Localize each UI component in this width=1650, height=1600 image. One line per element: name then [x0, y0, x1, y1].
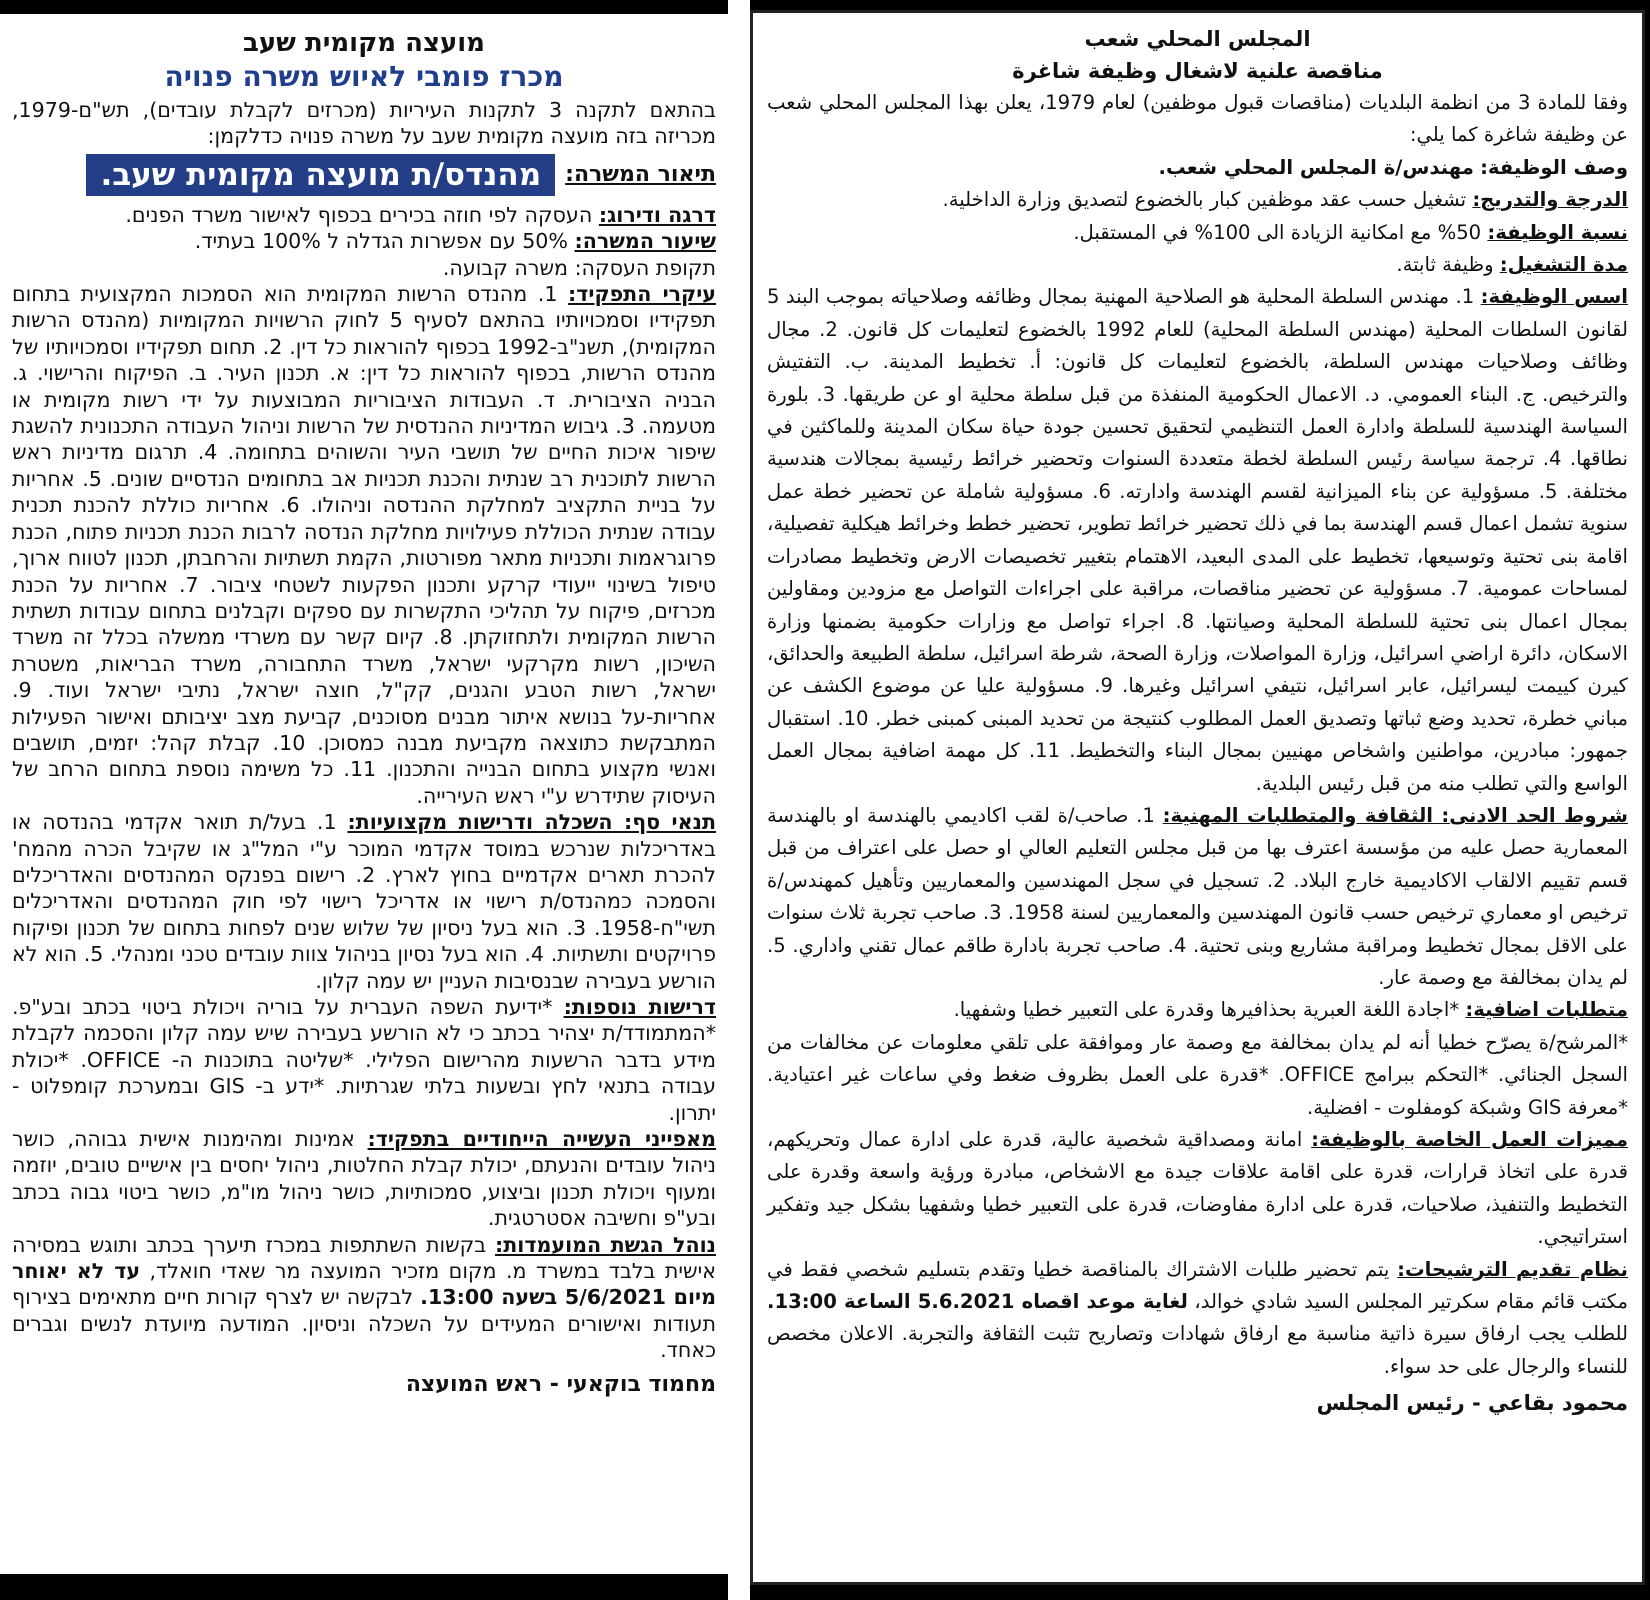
hebrew-duties-label: עיקרי התפקיד: — [568, 282, 716, 307]
hebrew-duties-text: 1. מהנדס הרשות המקומית הוא הסמכות המקצועית בתחום תפקידיו וסמכויותיו בהתאם לסעיף 5 לחוק הרשויות המקומיות (מהנדס הרשות המקומית), תשנ"ב-1992 בכפוף להוראות כל דין. 2. תחום תפקידיו וסמכויותיו של מהנדס הרשות, בכפוף להוראות כל דין: א. תכנון העיר. ב. הפיקוח והרישוי. ג. הבניה הציבורית. ד. העבודות הציבוריות המבוצעות על ידי רשות מקומית או מטעמה. 3. גיבוש המדיניות ההנדסית של הרשות וניהול העבודה התכנונית להשגת שיפור איכות החיים של תושבי העיר והשוהים בתחומה. 4. תרגום מדיניות ראש הרשות לתוכנית רב שנתית והכנת תכניות אב בתחומים הנדסיים שונים. 5. אחריות על בניית התקציב למחלקת ההנדסה וניהולו. 6. אחריות כוללת להכנת תכנית עבודה שנתית הכוללת פעילויות מחלקת הנדסה לרבות הכנת תכניות פתוח, הכנת פרוגראמות ותכניות מתאר מפורטות, הקמת תשתיות והרחבתן, תכנון לטווח ארוך, טיפול בשינוי ייעודי קרקע ותכנון הפקעות לשטחי ציבור. 7. אחריות על הכנת מכרזים, פיקוח על תהליכי התקשרות עם ספקים וקבלנים בתחום עבודות תשתית הרשות המקומית ולתחזוקתן. 8. קיום קשר עם משרדי ממשלה בכלל זה משרד השיכון, רשות מקרקעי ישראל, משרד התחבורה, משרד הבריאות, משטרת ישראל, רשות הטבע והגנים, קק"ל, חוצה ישראל, נתיבי ישראל ועוד. 9. אחריות-על בנושא איתור מבנים מסוכנים, קביעת מצב יציבותם ואישור הפעילות המתבקשת כתוצאה מקביעת מבנה כמסוכן. 10. קבלת קהל: יזמים, תושבים ואנשי מקצוע בתחום הבנייה והתכנון. 11. כל משימה נוספת בתחום הרחב של העיסוק שתידרש ע"י ראש העירייה. — [12, 282, 716, 808]
arabic-extra-text1: *اجادة اللغة العبرية بحذافيرها وقدرة على التعبير خطيا وشفهيا. — [953, 998, 1460, 1022]
arabic-grade — [767, 184, 1628, 216]
arabic-scope-label: نسبة الوظيفة: — [1487, 220, 1628, 244]
arabic-intro: وفقا للمادة 3 من انظمة البلديات (مناقصات قبول موظفين) لعام 1979، يعلن بهذا المجلس المحلي شعب عن وظيفة شاغرة كما يلي: — [767, 91, 1628, 147]
arabic-period — [767, 249, 1628, 281]
hebrew-traits-label: מאפייני העשייה הייחודיים בתפקיד: — [367, 1127, 716, 1152]
arabic-proc-deadline: لغاية موعد اقصاه 5.6.2021 الساعة 13:00. — [767, 1290, 1188, 1314]
arabic-extra — [767, 994, 1628, 1026]
hebrew-position-box: מהנדס/ת מועצה מקומית שעב. — [86, 154, 555, 196]
hebrew-extra — [12, 994, 716, 1126]
arabic-position-label: وصف الوظيفة: — [1480, 155, 1628, 179]
arabic-req-label: شروط الحد الادنى: الثقافة والمتطلبات المهنية: — [1162, 803, 1628, 827]
hebrew-scope-value: 50% עם אפשרות הגדלה ל 100% בעתיד. — [194, 229, 568, 254]
arabic-req-text: 1. صاحب/ة لقب اكاديمي بالهندسة او بالهندسة المعمارية حصل عليه من مؤسسة اعترف بها من قبل مجلس التعليم العالي او حصل على اعتراف من قبل قسم تقييم الالقاب الاكاديمية خارج البلاد. 2. تسجيل في سجل المهندسين والمعماريين وتأهيل كمهندس/ة ترخيص او معماري ترخيص حسب قانون المهندسين والمعماريين لسنة 1958. 3. صاحب تجربة ثلاث سنوات على الاقل بمجال تخطيط ومراقبة مشاريع وبنى تحتية. 4. صاحب تجربة بادارة طاقم عمال تقني واداري. 5. لم يدان بمخالفة مع وصمة عار. — [767, 803, 1629, 989]
hebrew-position-label: תיאור המשרה: — [565, 161, 716, 187]
hebrew-grade-label: דרגה ודירוג: — [598, 202, 716, 227]
arabic-grade-value: تشغيل حسب عقد موظفين كبار بالخضوع لتصديق وزارة الداخلية. — [942, 188, 1467, 212]
hebrew-scope-label: שיעור המשרה: — [574, 229, 716, 254]
arabic-procedure — [767, 1254, 1628, 1384]
hebrew-grade-value: העסקה לפי חוזה בכירים בכפוף לאישור משרד הפנים. — [125, 202, 593, 227]
arabic-requirements — [767, 800, 1628, 994]
hebrew-org-title: מועצה מקומית שעב — [243, 28, 485, 58]
hebrew-proc-text2: לבקשה יש לצרף קורות חיים מתאימים בצירוף תעודות ואישורים המעידים על השכלה וניסיון. המודעה מיועדת לנשים וגברים כאחד. — [12, 1285, 716, 1363]
arabic-tender-title: مناقصة علنية لاشغال وظيفة شاغرة — [1012, 59, 1383, 83]
arabic-traits-label: مميزات العمل الخاصة بالوظيفة: — [1311, 1128, 1628, 1151]
arabic-position-value: مهندس/ة المجلس المحلي شعب. — [1158, 155, 1474, 179]
hebrew-grade — [12, 202, 716, 228]
arabic-period-value: وظيفة ثابتة. — [1396, 253, 1494, 277]
hebrew-proc-text1: בקשות השתתפות במכרז תיערך בכתב ותוגש במסירה אישית בלבד במשרד מ. מקום מזכיר המועצה מר שאדי חואלד, — [12, 1232, 716, 1284]
hebrew-intro: בהתאם לתקנה 3 לתקנות העיריות (מכרזים לקבלת עובדים), תש"ם-1979, מכריזה בזה מועצה מקומית שעב על משרה פנויה כדלקמן: — [12, 98, 717, 149]
arabic-proc-label: نظام تقديم الترشيحات: — [1397, 1257, 1628, 1281]
center-gutter — [728, 0, 750, 1600]
hebrew-body — [12, 97, 716, 1398]
arabic-scope — [767, 217, 1628, 249]
arabic-traits-text: امانة ومصداقية شخصية عالية، قدرة على ادارة عمال وتحريكهم، قدرة على اتخاذ قرارات، قدرة على اقامة علاقات جيدة مع الاشخاص، مبادرة ورؤية واسعة وقدرة على التخطيط والتنفيذ، صلاحيات، قدرة على ادارة مفاوضات، قدرة على التعبير خطيا وشفهيا بشكل جيد وتفكير استراتيجي. — [767, 1128, 1628, 1249]
hebrew-notice — [0, 14, 728, 1574]
arabic-position — [767, 152, 1628, 184]
arabic-scope-value: 50% مع امكانية الزيادة الى 100% في المستقبل. — [1073, 220, 1482, 244]
arabic-grade-label: الدرجة والتدريج: — [1472, 188, 1628, 212]
arabic-body — [767, 87, 1628, 1420]
arabic-extra-2: *المرشح/ة يصرّح خطيا أنه لم يدان بمخالفة مع وصمة عار وموافقة على تلقي معلومات عن مخالفات من السجل الجنائي. *التحكم ببرامج OFFICE. *قدرة على العمل بظروف ضغط وفي ساعات غير اعتيادية. *معرفة GIS وشبكة كومفلوت - افضلية. — [767, 1030, 1628, 1119]
hebrew-requirements — [12, 809, 716, 994]
arabic-traits — [767, 1124, 1628, 1254]
arabic-period-label: مدة التشغيل: — [1499, 253, 1628, 277]
arabic-notice — [750, 10, 1645, 1585]
hebrew-proc-label: נוהל הגשת המועמדות: — [494, 1232, 716, 1257]
arabic-extra-label: متطلبات اضافية: — [1465, 998, 1628, 1022]
hebrew-scope — [12, 228, 716, 254]
hebrew-period: תקופת העסקה: משרה קבועה. — [442, 255, 716, 280]
hebrew-req-label: תנאי סף: השכלה ודרישות מקצועיות: — [347, 810, 717, 835]
hebrew-procedure — [12, 1232, 716, 1364]
arabic-duties-text: 1. مهندس السلطة المحلية هو الصلاحية المهنية بمجال وظائفه وصلاحياته بموجب البند 5 لقانون السلطات المحلية (مهندس السلطة المحلية) للعام 1992 بالخضوع لتعليمات كل قانون. 2. مجال وظائف وصلاحيات مهندس السلطة، بالخضوع لتعليمات كل قانون: أ. تخطيط المدينة. ب. التفتيش والترخيص. ج. البناء العمومي. د. الاعمال الحكومية المنفذة من قبل سلطة محلية او عن طريقها. 3. بلورة السياسة الهندسية للسلطة وادارة العمل التنظيمي لتحقيق تحسين جودة حياة سكان المدينة وللماكثين في نطاقها. 4. ترجمة سياسة رئيس السلطة لخطة متعددة السنوات وتحضير خرائط رئيسية بمجالات هندسية مختلفة. 5. مسؤولية عن بناء الميزانية لقسم الهندسة وادارته. 6. مسؤولية شاملة عن تحضير خطة عمل سنوية تشمل اعمال قسم الهندسة بما في ذلك تحضير خرائط تطوير، تحضير خطط وخرائط هيكلية تفصيلية، اقامة بنى تحتية وتوسيعها، تخطيط على المدى البعيد، الاهتمام بتغيير تخصيصات الارض وتخطيط مصادرات لمساحات عمومية. 7. مسؤولية عن تحضير مناقصات، مراقبة على اجراءات التواصل مع مزودين ومقاولين بمجال اعمال بنى تحتية للسلطة المحلية وصيانتها. 8. اجراء تواصل مع وزارات حكومية بضمنها وزارة الاسكان، دائرة اراضي اسرائيل، وزارة المواصلات، وزارة الصحة، شرطة اسرائيل، سلطة الطبيعة والحدائق، كيرن كييمت ليسرائيل، عابر اسرائيل، نتيفي اسرائيل وغيرها. 9. مسؤولية عليا عن موضوع الكشف عن مباني خطرة، تحديد وضع ثباتها وتصديق العمل المطلوب كنتيجة من تحديد المبنى كمبنى خطر. 10. استقبال جمهور: مبادرين، مواطنين واشخاص مهنيين بمجال البناء والتخطيط. 11. كل مهمة اضافية بمجال العمل الواسع والتي تطلب منه من قبل رئيس البلدية. — [767, 285, 1629, 795]
arabic-signature: محمود بقاعي - رئيس المجلس — [1316, 1391, 1628, 1416]
arabic-duties-label: اسس الوظيفة: — [1480, 285, 1628, 309]
hebrew-position-row — [12, 154, 716, 196]
hebrew-req-text: 1. בעל/ת תואר אקדמי בהנדסה או באדריכלות שנרכש במוסד אקדמי המוכר ע"י המל"ג או שקיבל הכרה מהמח' להכרת תארים אקדמיים בחוץ לארץ. 2. רישום בפנקס המהנדסים והאדריכלים והסמכה כמהנדס/ת רישוי או אדריכל רישוי לפי חוק המהנדסים והאדריכלים תשי"ח-1958. 3. הוא בעל ניסיון של שלוש שנים לפחות בתחום של תכנון ופיקוח פרויקטים ותשתיות. 4. הוא בעל נסיון בניהול צוות עובדים טכני ומנהלי. 5. הוא לא הורשע בעבירה שבנסיבות העניין יש עמה קלון. — [12, 810, 717, 993]
hebrew-tender-title: מכרז פומבי לאיוש משרה פנויה — [164, 60, 564, 93]
hebrew-traits — [12, 1126, 716, 1232]
arabic-proc-text1: يتم تحضير طلبات الاشتراك بالمناقصة خطيا وتقدم بتسليم شخصي فقط في مكتب قائم مقام سكرتير المجلس السيد شادي خوالد، — [767, 1257, 1629, 1314]
hebrew-traits-text: אמינות ומהימנות אישית גבוהה, כושר ניהול עובדים והנעתם, יכולת קבלת החלטות, ניהול יחסים בין אישיים טובים, יוזמה ומעוף ויכולת תכנון וביצוע, סמכותיות, כושר ניהול מו"מ, כושר ביטוי גבוה בכתב ובע"פ וחשיבה אסטרטגית. — [12, 1127, 716, 1231]
hebrew-signature: מחמוד בוקאעי - ראש המועצה — [405, 1371, 716, 1397]
hebrew-proc-deadline: עד לא יאוחר מיום 5/6/2021 בשעה 13:00. — [12, 1259, 716, 1310]
hebrew-duties — [12, 281, 716, 809]
arabic-org-title: المجلس المحلي شعب — [1084, 27, 1311, 51]
arabic-proc-text2: للطلب يجب ارفاق سيرة ذاتية مناسبة مع ارفاق شهادات وتصاريح تثبت الثقافة والتجربة. الاعلان مخصص للنساء والرجال على حد سواء. — [767, 1322, 1628, 1378]
hebrew-extra-text: *ידיעת השפה העברית על בוריה ויכולת ביטוי בכתב ובע"פ. *המתמודד/ת יצהיר בכתב כי לא הורשע בעבירה שיש עמה קלון והסכמה לקבלת מידע בדבר הרשעות מהרישום הפלילי. *שליטה בתוכנות ה- OFFICE. *יכולת עבודה בתנאי לחץ ובשעות בלתי שגרתיות. *ידע ב- GIS ובמערכת קומפלוט - יתרון. — [12, 995, 716, 1125]
arabic-duties — [767, 281, 1628, 800]
hebrew-extra-label: דרישות נוספות: — [563, 995, 717, 1019]
